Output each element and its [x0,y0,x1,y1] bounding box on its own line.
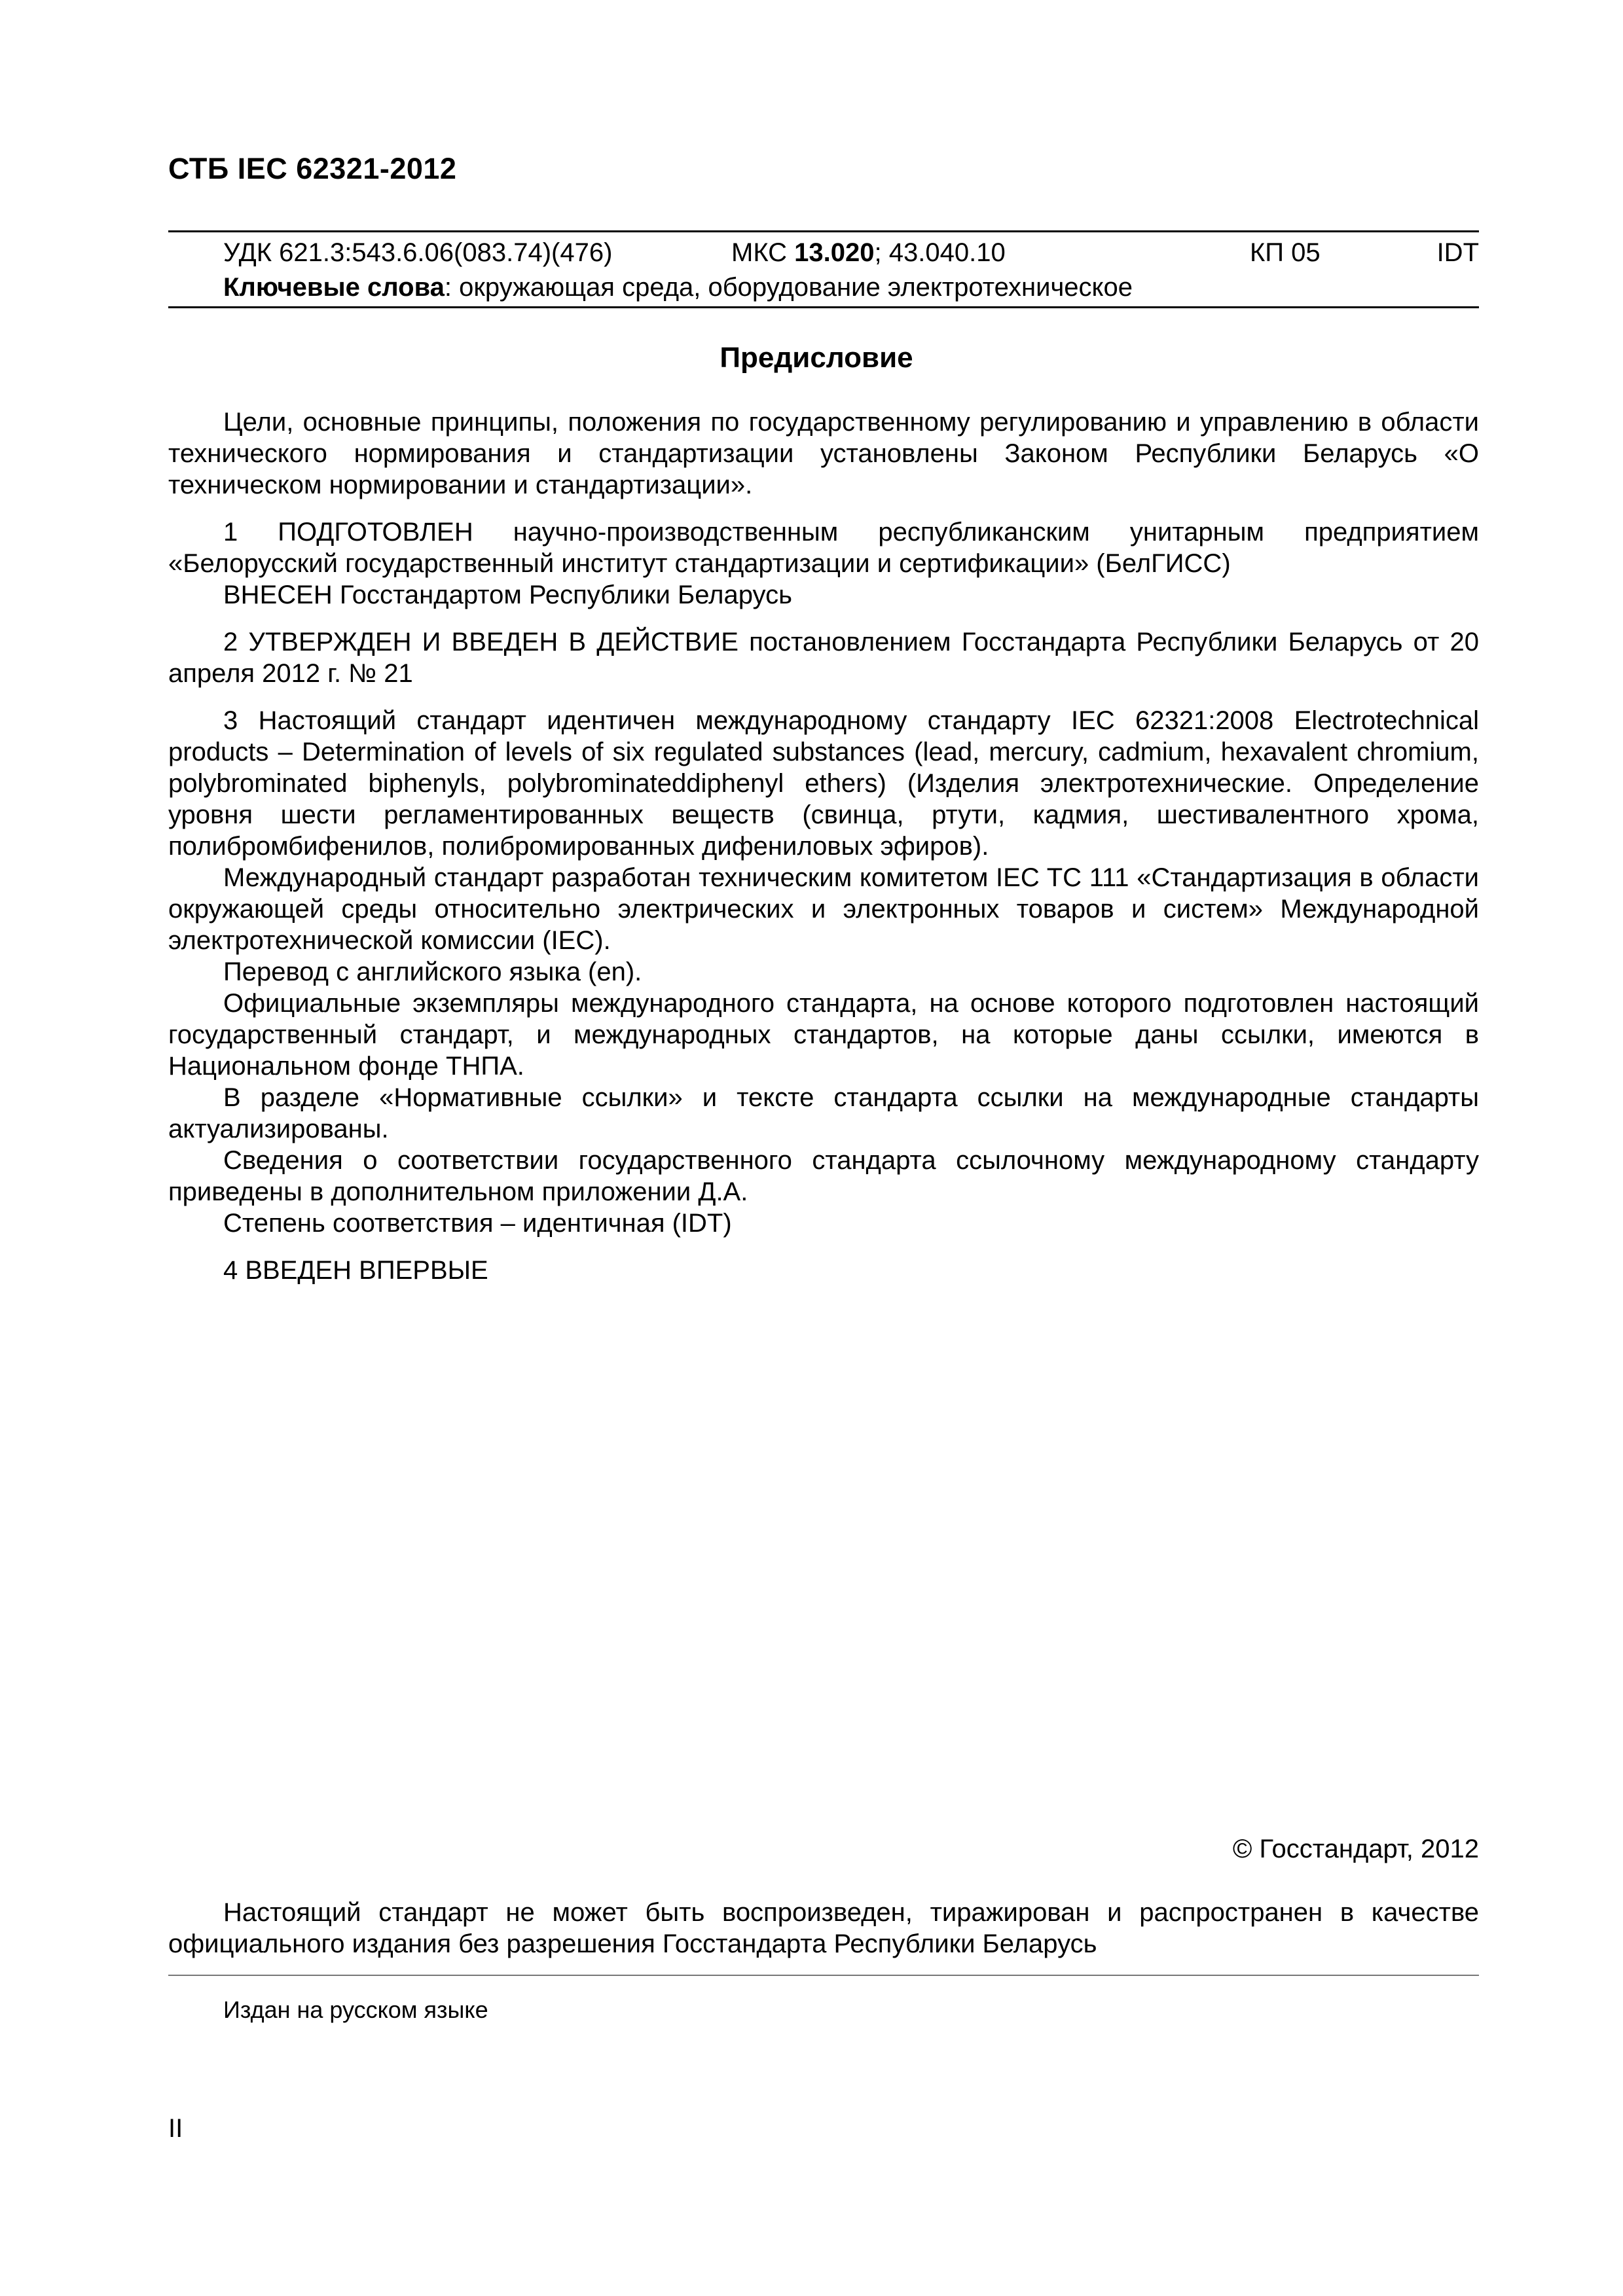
document-designation: СТБ IEC 62321-2012 [168,152,457,185]
copyright-notice: © Госстандарт, 2012 [1232,1835,1479,1863]
keywords-text: : окружающая среда, оборудование электротехническое [444,273,1133,302]
item-3-official-copies: Официальные экземпляры международного стандарта, на основе которого подготовлен настоящий государственный стандарт, и международных стандартов, на которые даны ссылки, имеются в Национальном фонде ТНПА. [168,989,1479,1081]
top-rule [168,230,1479,232]
mks-secondary: ; 43.040.10 [874,238,1006,267]
preface-body [168,406,1479,1286]
item-3-references: В разделе «Нормативные ссылки» и тексте стандарта ссылки на международные стандарты актуализированы. [168,1083,1479,1143]
equivalence-code: IDT [1436,238,1479,267]
item-3-identical: 3 Настоящий стандарт идентичен международному стандарту IEC 62321:2008 Electrotechnical products – Determination of levels of six regulated substances (lead, mercury, cadmium, hexavalent chromium, polybrominated biphenyls, polybrominateddiphenyl ethers) (Изделия электротехнические. Определение уровня шести регламентированных веществ (свинца, ртути, кадмия, шестивалентного хрома, полибромбифенилов, полибромированных дифениловых эфиров). [168,706,1479,861]
mks-primary: 13.020 [794,238,875,267]
footer-rule [168,1975,1479,1976]
item-3-degree: Степень соответствия – идентичная (IDT) [223,1209,732,1238]
item-3-correspondence: Сведения о соответствии государственного стандарта ссылочному международному стандарту приведены в дополнительном приложении Д.А. [168,1146,1479,1206]
item-1-prepared: 1 ПОДГОТОВЛЕН научно-производственным республиканским унитарным предприятием «Белорусский государственный институт стандартизации и сертификации» (БелГИСС) [168,518,1479,578]
item-4-first-introduced: 4 ВВЕДЕН ВПЕРВЫЕ [223,1256,488,1285]
publication-language: Издан на русском языке [223,1996,488,2023]
item-2-approved: 2 УТВЕРЖДЕН И ВВЕДЕН В ДЕЙСТВИЕ постановлением Госстандарта Республики Беларусь от 20 апреля 2012 г. № 21 [168,628,1479,688]
udk-code: УДК 621.3:543.6.06(083.74)(476) [223,238,613,267]
reproduction-notice: Настоящий стандарт не может быть воспроизведен, тиражирован и распространен в качестве официального издания без разрешения Госстандарта Республики Беларусь [168,1898,1479,1958]
item-1-introduced: ВНЕСЕН Госстандартом Республики Беларусь [223,581,792,609]
mks-code [731,238,1006,268]
mks-prefix: МКС [731,238,795,267]
item-3-translation: Перевод с английского языка (en). [223,958,642,986]
keywords-label: Ключевые слова [223,273,445,302]
keywords-line [223,273,1133,302]
preface-heading: Предисловие [720,342,913,374]
kp-code: КП 05 [1250,238,1321,267]
preface-intro-paragraph: Цели, основные принципы, положения по государственному регулированию и управлению в области технического нормирования и стандартизации установлены Законом Республики Беларусь «О техническом нормировании и стандартизации». [168,408,1479,499]
classification-row [0,238,1623,271]
keywords-rule [168,306,1479,308]
page-number: II [168,2114,183,2143]
item-3-committee: Международный стандарт разработан техническим комитетом IEC TC 111 «Стандартизация в области окружающей среды относительно электрических и электронных товаров и систем» Международной электротехнической комиссии (IEC). [168,863,1479,955]
